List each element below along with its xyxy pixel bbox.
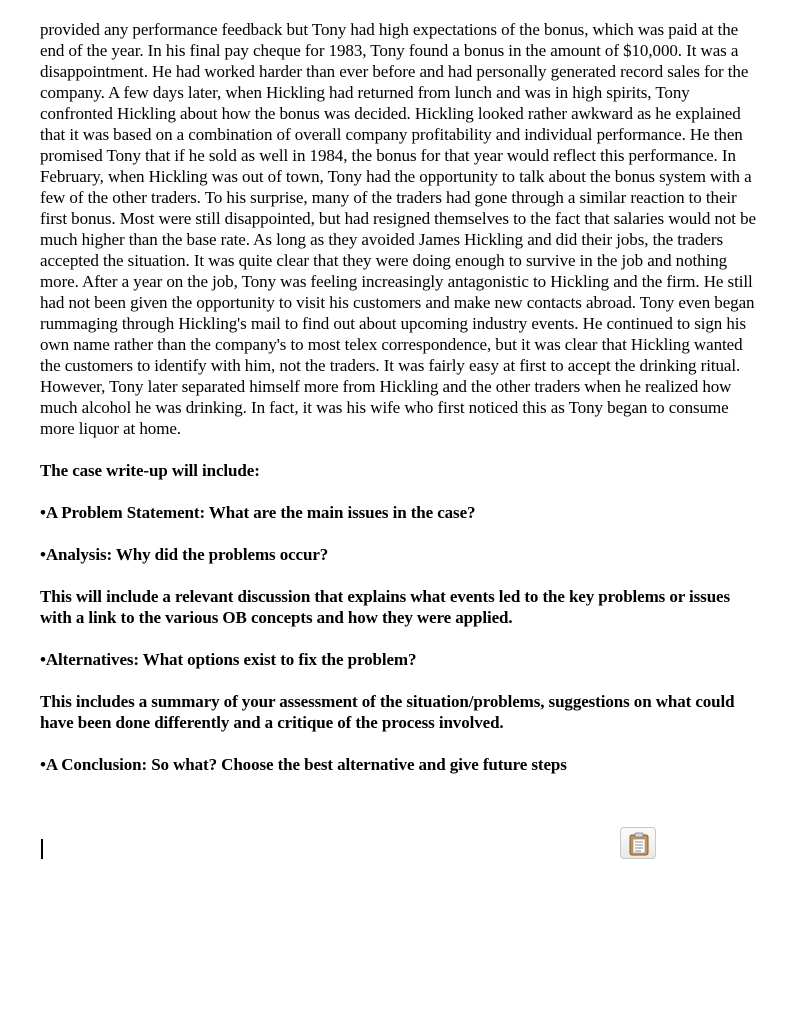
analysis-detail: This will include a relevant discussion that explains what events led to the key problems or issues with a link to the various OB concepts and how they were applied. [40, 587, 731, 627]
paste-options-button[interactable] [620, 827, 656, 859]
text-cursor[interactable] [41, 839, 43, 859]
writeup-intro: The case write-up will include: [40, 461, 260, 480]
problem-statement-item: •A Problem Statement: What are the main issues in the case? [40, 503, 476, 522]
case-paragraph: provided any performance feedback but Tony had high expectations of the bonus, which was paid at the end of the year. In his final pay cheque for 1983, Tony found a bonus in the amount of $10,000. It was a disappointment. He had worked harder than ever before and had personally generated record sales for the company. A few days later, when Hickling had returned from lunch and was in high spirits, Tony confronted Hickling about how the bonus was decided. Hickling looked rather awkward as he explained that it was based on a combination of overall company profitability and individual performance. He then promised Tony that if he sold as well in 1984, the bonus for that year would reflect this performance. In February, when Hickling was out of town, Tony had the opportunity to talk about the bonus system with a few of the other traders. To his surprise, many of the traders had gone through a similar reaction to their first bonus. Most were still disappointed, but had resigned themselves to the fact that salaries would not be much higher than the base rate. As long as they avoided James Hickling and did their jobs, the traders accepted the situation. It was quite clear that they were doing enough to survive in the job and nothing more. After a year on the job, Tony was feeling increasingly antagonistic to Hickling and the firm. He still had not been given the opportunity to visit his customers and make new contacts abroad. Tony even began rummaging through Hickling's mail to find out about upcoming industry events. He continued to sign his own name rather than the company's to most telex correspondence, but it was clear that Hickling wanted the customers to identify with him, not the traders. It was fairly easy at first to accept the drinking ritual. However, Tony later separated himself more from Hickling and the other traders when he realized how much alcohol he was drinking. In fact, it was his wife who first noticed this as Tony began to consume more liquor at home. [40, 20, 756, 438]
analysis-item: •Analysis: Why did the problems occur? [40, 545, 329, 564]
alternatives-detail: This includes a summary of your assessment of the situation/problems, suggestions on what could have been done differently and a critique of the process involved. [40, 692, 735, 732]
document-body [40, 19, 762, 775]
clipboard-icon [628, 832, 650, 856]
conclusion-item: •A Conclusion: So what? Choose the best alternative and give future steps [40, 755, 567, 774]
alternatives-item: •Alternatives: What options exist to fix the problem? [40, 650, 417, 669]
